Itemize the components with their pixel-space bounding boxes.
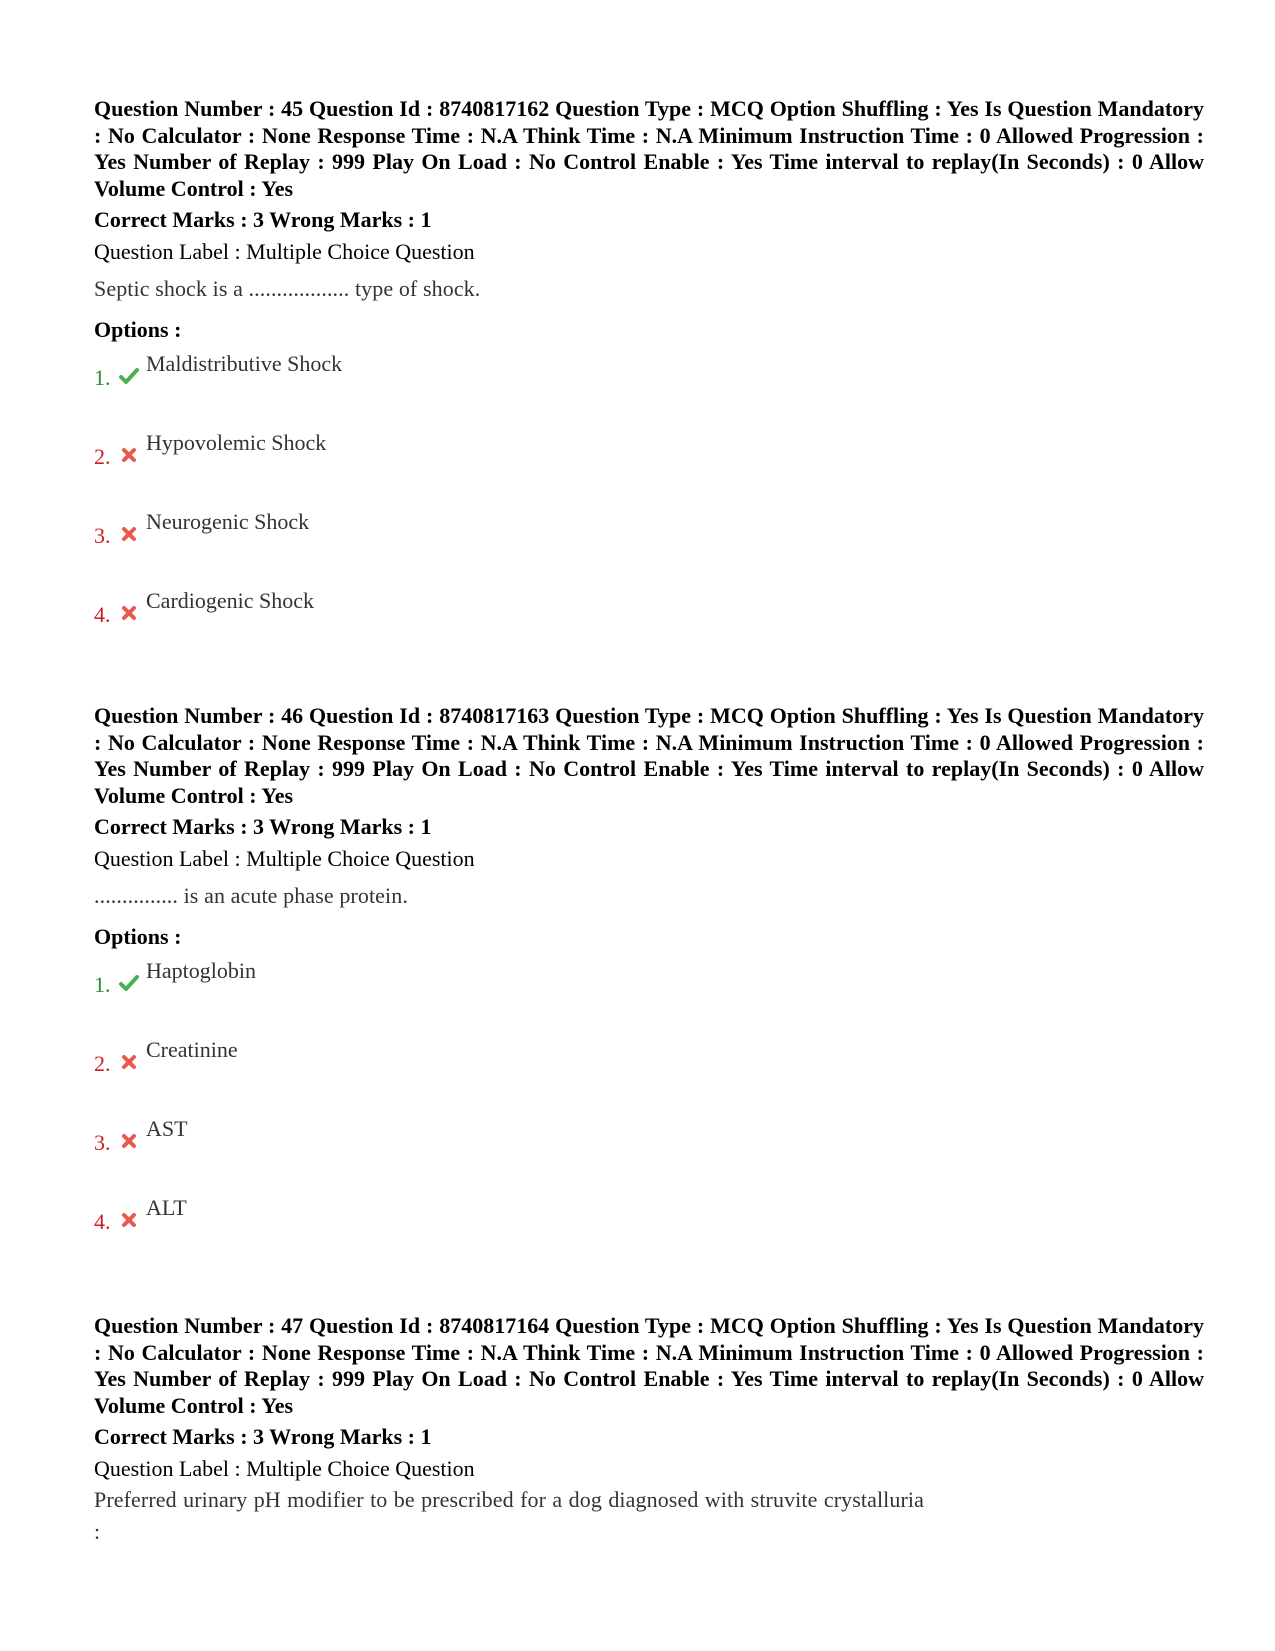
question-text: ............... is an acute phase protein. [94,883,408,908]
question-marks: Correct Marks : 3 Wrong Marks : 1 [94,207,432,232]
option-1 [94,351,1204,430]
option-text: ALT [146,1195,187,1220]
cross-icon [118,1209,140,1231]
option-text: Creatinine [146,1037,238,1062]
option-3 [94,509,1204,588]
question-label: Question Label : Multiple Choice Question [94,239,475,264]
option-number: 4. [94,602,111,627]
option-2 [94,1037,1204,1116]
question-marks: Correct Marks : 3 Wrong Marks : 1 [94,1424,432,1449]
option-1 [94,958,1204,1037]
question-label: Question Label : Multiple Choice Question [94,846,475,871]
check-icon [118,365,140,387]
cross-icon [118,602,140,624]
question-block [94,96,1204,667]
question-text: Preferred urinary pH modifier to be prescribed for a dog diagnosed with struvite crystalluria : [94,1487,924,1544]
option-number: 1. [94,365,111,390]
question-label: Question Label : Multiple Choice Question [94,1456,475,1481]
question-meta: Question Number : 47 Question Id : 8740817164 Question Type : MCQ Option Shuffling : Yes Is Question Mandatory : No Calculator : None Response Time : N.A Think Time : N.A Minimum Instruction Time : 0 Allowed Progression : Yes Number of Replay : 999 Play On Load : No Control Enable : Yes Time interval to replay(In Seconds) : 0 Allow Volume Control : Yes [94,1313,1204,1418]
option-3 [94,1116,1204,1195]
question-meta: Question Number : 45 Question Id : 8740817162 Question Type : MCQ Option Shuffling : Yes Is Question Mandatory : No Calculator : None Response Time : N.A Think Time : N.A Minimum Instruction Time : 0 Allowed Progression : Yes Number of Replay : 999 Play On Load : No Control Enable : Yes Time interval to replay(In Seconds) : 0 Allow Volume Control : Yes [94,96,1204,201]
options-title: Options : [94,317,182,342]
cross-icon [118,444,140,466]
option-2 [94,430,1204,509]
option-4 [94,1195,1204,1274]
option-text: Maldistributive Shock [146,351,343,376]
question-marks: Correct Marks : 3 Wrong Marks : 1 [94,814,432,839]
option-number: 3. [94,523,111,548]
option-number: 4. [94,1209,111,1234]
cross-icon [118,1130,140,1152]
option-text: Haptoglobin [146,958,256,983]
option-number: 2. [94,444,111,469]
question-meta: Question Number : 46 Question Id : 8740817163 Question Type : MCQ Option Shuffling : Yes Is Question Mandatory : No Calculator : None Response Time : N.A Think Time : N.A Minimum Instruction Time : 0 Allowed Progression : Yes Number of Replay : 999 Play On Load : No Control Enable : Yes Time interval to replay(In Seconds) : 0 Allow Volume Control : Yes [94,703,1204,808]
question-text: Septic shock is a .................. type of shock. [94,276,481,301]
question-block [94,1313,1204,1548]
option-text: Cardiogenic Shock [146,588,315,613]
option-text: AST [146,1116,188,1141]
option-text: Hypovolemic Shock [146,430,327,455]
options-title: Options : [94,924,182,949]
option-number: 2. [94,1051,111,1076]
question-block [94,703,1204,1274]
option-number: 1. [94,972,111,997]
option-4 [94,588,1204,667]
cross-icon [118,523,140,545]
option-text: Neurogenic Shock [146,509,310,534]
check-icon [118,972,140,994]
option-number: 3. [94,1130,111,1155]
cross-icon [118,1051,140,1073]
